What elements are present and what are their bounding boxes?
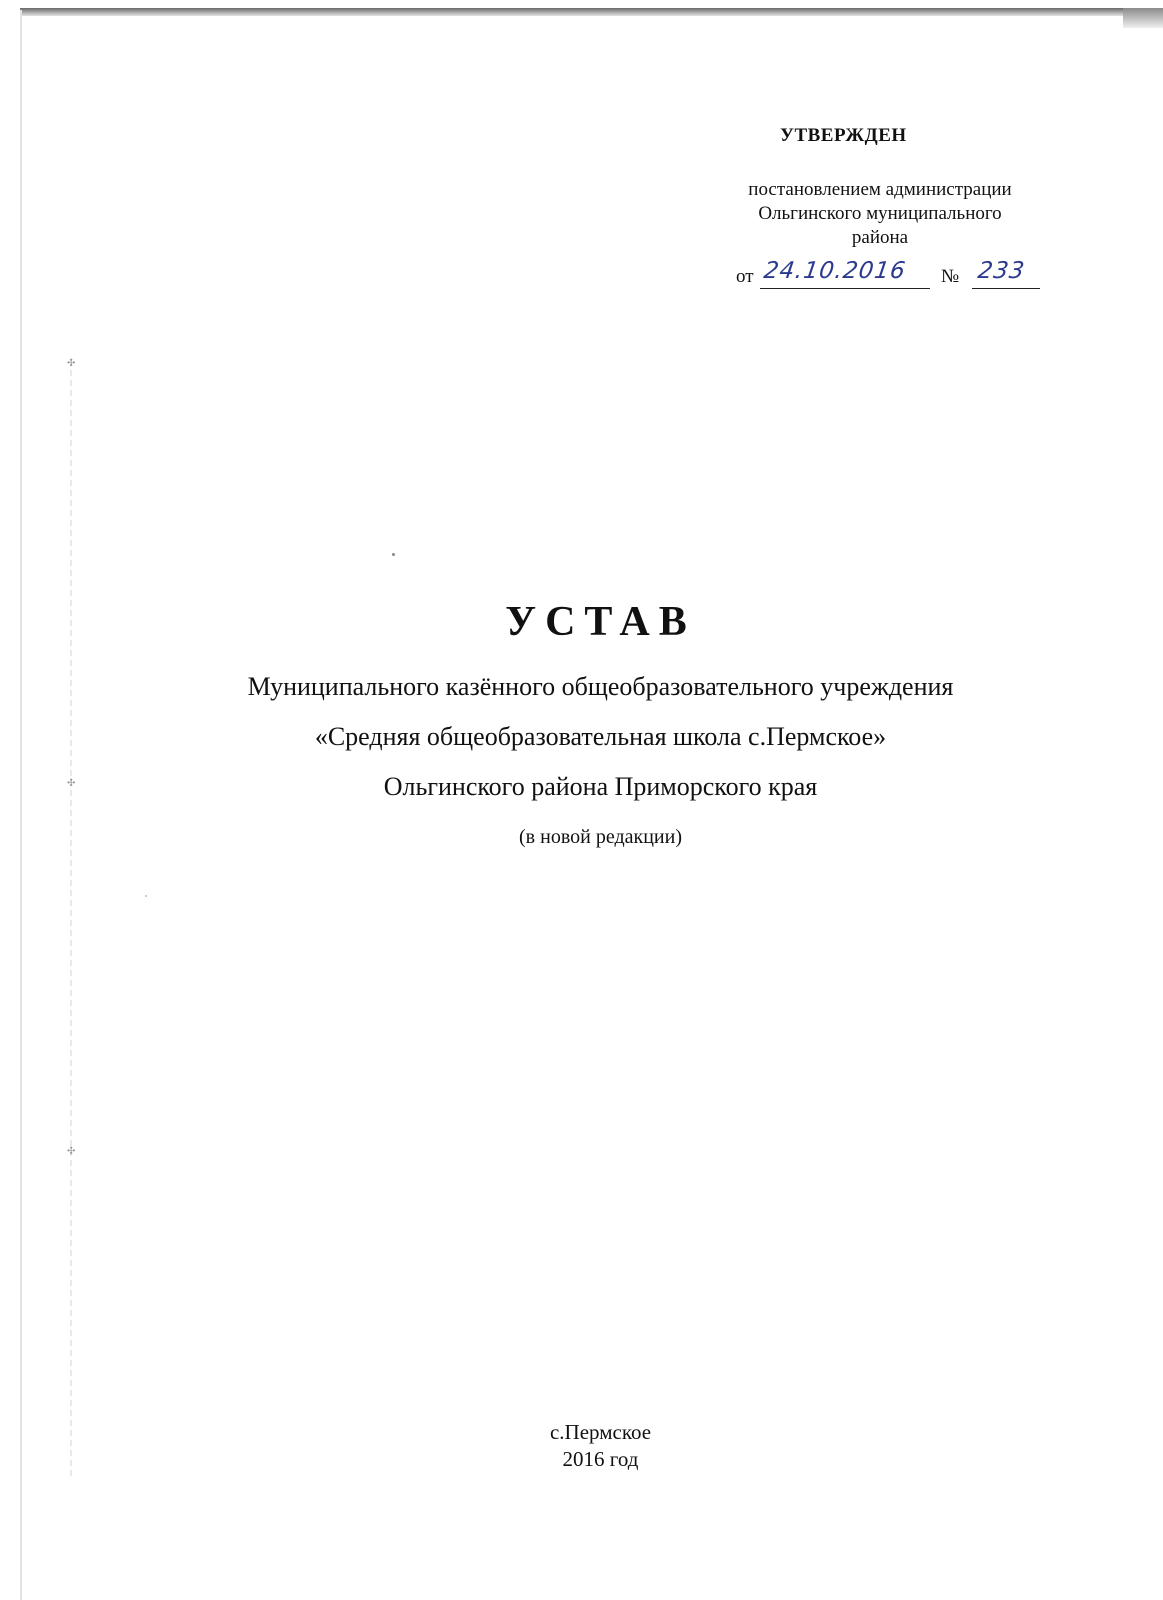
approval-line-2: Ольгинского муниципального: [758, 203, 1002, 224]
scan-speck: [145, 895, 147, 897]
approval-line-1: постановлением администрации: [748, 179, 1012, 200]
approval-line-3: района: [851, 227, 909, 248]
scan-left-edge: [20, 10, 22, 1600]
date-prefix: от: [736, 266, 754, 287]
document-subtitle-line-2: «Средняя общеобразовательная школа с.Пермское»: [314, 722, 887, 751]
binding-thread: [70, 360, 72, 1480]
document-subtitle-line-3: Ольгинского района Приморского края: [383, 772, 818, 801]
binding-hole-icon: ✣: [67, 1146, 76, 1157]
document-subtitle-line-1: Муниципального казённого общеобразовательного учреждения: [247, 672, 954, 701]
document-subtitle-line-4: (в новой редакции): [519, 826, 682, 848]
approval-heading: УТВЕРЖДЕН: [780, 125, 907, 146]
binding-hole-icon: ✣: [67, 778, 76, 789]
document-title: УСТАВ: [505, 599, 696, 645]
number-field: [972, 258, 1040, 289]
footer-year: 2016 год: [562, 1447, 639, 1471]
date-field: [760, 258, 930, 289]
footer-place: с.Пермское: [549, 1420, 652, 1444]
number-prefix: №: [941, 266, 960, 287]
binding-hole-icon: ✣: [67, 358, 76, 369]
handwritten-number: 233: [976, 258, 1027, 284]
scan-top-edge: [20, 8, 1163, 16]
approval-date-line: [736, 258, 1056, 294]
approval-text: [700, 178, 1060, 250]
scan-corner-shadow: [1123, 8, 1163, 28]
scan-speck: [392, 553, 395, 556]
handwritten-date: 24.10.2016: [762, 258, 908, 284]
